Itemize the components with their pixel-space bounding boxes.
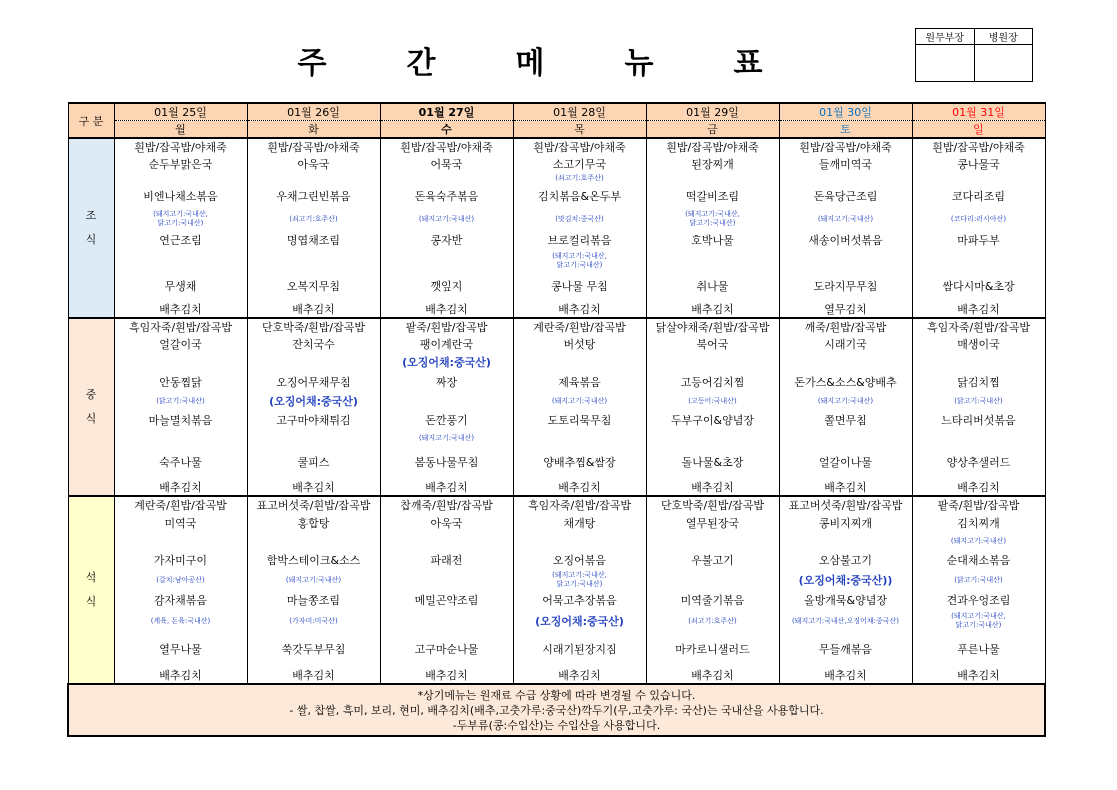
menu-cell: 배추김치 bbox=[912, 667, 1045, 684]
menu-cell: 명엽채조림 bbox=[247, 229, 380, 251]
menu-cell: 김치볶음&온두부 bbox=[513, 183, 646, 209]
menu-cell bbox=[380, 431, 513, 445]
menu-cell: 배추김치 bbox=[912, 479, 1045, 496]
menu-cell: 표고버섯죽/흰밥/잡곡밥 bbox=[779, 496, 912, 513]
origin-note: (가자미:미국산) bbox=[289, 616, 338, 625]
menu-cell bbox=[247, 251, 380, 271]
menu-cell bbox=[247, 571, 380, 589]
origin-note: (닭고기:국내산) bbox=[954, 396, 1003, 405]
menu-cell bbox=[380, 533, 513, 549]
menu-cell: 쫄면무침 bbox=[779, 409, 912, 431]
origin-note: (돼지고기:국내산) bbox=[817, 214, 874, 223]
menu-cell bbox=[513, 533, 646, 549]
menu-cell: 배추김치 bbox=[646, 479, 779, 496]
origin-note: (돼지고기:국내산, 닭고기:국내산) bbox=[552, 252, 607, 269]
menu-cell: 단호박죽/흰밥/잡곡밥 bbox=[646, 496, 779, 513]
menu-cell: 고등어김치찜 bbox=[646, 371, 779, 393]
footer-line: *상기메뉴는 원재료 수급 상황에 따라 변경될 수 있습니다. bbox=[417, 688, 696, 702]
menu-cell: 배추김치 bbox=[247, 301, 380, 318]
origin-note: (돼지고기:국내산, 닭고기:국내산) bbox=[685, 210, 740, 227]
menu-cell: 쑥갓두부무침 bbox=[247, 631, 380, 667]
menu-cell bbox=[380, 571, 513, 589]
menu-cell bbox=[779, 173, 912, 183]
menu-cell bbox=[646, 251, 779, 271]
origin-note: (돼지고기:국내산) bbox=[418, 214, 475, 223]
menu-cell: 표고버섯죽/흰밥/잡곡밥 bbox=[247, 496, 380, 513]
menu-cell: 떡갈비조림 bbox=[646, 183, 779, 209]
menu-cell bbox=[779, 611, 912, 631]
menu-cell: 쌈다시마&초장 bbox=[912, 271, 1045, 301]
page-title bbox=[0, 38, 1060, 82]
menu-cell: 배추김치 bbox=[114, 667, 247, 684]
origin-note: (돼지고기:국내산) bbox=[418, 433, 475, 442]
menu-cell: 열무나물 bbox=[114, 631, 247, 667]
menu-cell bbox=[779, 251, 912, 271]
date-header: 01월 27일 bbox=[380, 103, 513, 121]
menu-cell bbox=[247, 173, 380, 183]
menu-cell: 홍합탕 bbox=[247, 513, 380, 533]
origin-note: (쇠고기:호주산) bbox=[688, 616, 737, 625]
menu-cell: 배추김치 bbox=[513, 301, 646, 318]
menu-cell: 아욱국 bbox=[247, 155, 380, 173]
menu-cell: 마파두부 bbox=[912, 229, 1045, 251]
menu-cell bbox=[646, 173, 779, 183]
menu-cell: 순대채소볶음 bbox=[912, 549, 1045, 571]
origin-note: (계육, 돈육:국내산) bbox=[150, 616, 211, 625]
gubun-header: 구 분 bbox=[68, 103, 114, 138]
menu-cell: 얼갈이나물 bbox=[779, 445, 912, 479]
menu-cell: 고구마야채튀김 bbox=[247, 409, 380, 431]
menu-cell: 함박스테이크&소스 bbox=[247, 549, 380, 571]
menu-cell: 찹깨죽/흰밥/잡곡밥 bbox=[380, 496, 513, 513]
menu-cell: 취나물 bbox=[646, 271, 779, 301]
menu-cell: 우채그린빈볶음 bbox=[247, 183, 380, 209]
menu-cell: 고구마순나물 bbox=[380, 631, 513, 667]
menu-cell: 배추김치 bbox=[380, 301, 513, 318]
meal-label: 석 식 bbox=[68, 496, 114, 684]
origin-note: (닭고기:국내산) bbox=[954, 575, 1003, 584]
menu-cell: 흑임자죽/흰밥/잡곡밥 bbox=[114, 318, 247, 335]
weekday-header: 수 bbox=[380, 121, 513, 139]
menu-cell: 돌나물&초장 bbox=[646, 445, 779, 479]
approval-box bbox=[915, 28, 1033, 82]
menu-cell bbox=[912, 393, 1045, 409]
menu-cell: (오징어채:중국산)) bbox=[779, 571, 912, 589]
origin-note: (돼지고기:국내산, 닭고기:국내산) bbox=[951, 612, 1006, 629]
origin-note: (돼지고기:국내산) bbox=[950, 536, 1007, 545]
menu-cell bbox=[513, 393, 646, 409]
menu-cell: 어묵국 bbox=[380, 155, 513, 173]
menu-cell: 흰밥/잡곡밥/야채죽 bbox=[247, 138, 380, 155]
menu-cell: (오징어채:중국산) bbox=[380, 353, 513, 371]
menu-cell: 제육볶음 bbox=[513, 371, 646, 393]
menu-cell: 돈깐풍기 bbox=[380, 409, 513, 431]
menu-cell: 두부구이&양념장 bbox=[646, 409, 779, 431]
menu-cell: 버섯탕 bbox=[513, 335, 646, 353]
menu-cell bbox=[114, 209, 247, 229]
date-header: 01월 25일 bbox=[114, 103, 247, 121]
origin-note: (돼지고기:국내산,오징어채:중국산) bbox=[791, 616, 900, 625]
menu-cell bbox=[912, 571, 1045, 589]
title-char: 주 bbox=[297, 46, 327, 81]
menu-cell: 채개탕 bbox=[513, 513, 646, 533]
origin-note: (닭고기:국내산) bbox=[156, 396, 205, 405]
menu-cell bbox=[779, 353, 912, 371]
menu-cell: 배추김치 bbox=[114, 479, 247, 496]
date-header: 01월 30일 bbox=[779, 103, 912, 121]
menu-cell: 깨죽/흰밥/잡곡밥 bbox=[779, 318, 912, 335]
menu-cell: 순두부맑은국 bbox=[114, 155, 247, 173]
menu-cell bbox=[247, 533, 380, 549]
menu-cell: 푸른나물 bbox=[912, 631, 1045, 667]
origin-note: (맛김치:중국산) bbox=[555, 214, 604, 223]
menu-cell: 봄동나물무침 bbox=[380, 445, 513, 479]
menu-cell bbox=[513, 571, 646, 589]
origin-note: (쇠고기:호주산) bbox=[555, 173, 604, 182]
origin-note: (돼지고기:국내산) bbox=[285, 575, 342, 584]
menu-cell: 안동찜닭 bbox=[114, 371, 247, 393]
menu-cell: 잔치국수 bbox=[247, 335, 380, 353]
menu-cell bbox=[114, 533, 247, 549]
menu-cell: 호박나물 bbox=[646, 229, 779, 251]
menu-cell: 콩나물국 bbox=[912, 155, 1045, 173]
menu-cell: 들깨미역국 bbox=[779, 155, 912, 173]
menu-cell: 배추김치 bbox=[646, 667, 779, 684]
menu-cell bbox=[513, 173, 646, 183]
menu-cell: 닭김치찜 bbox=[912, 371, 1045, 393]
menu-cell: 콩비지찌개 bbox=[779, 513, 912, 533]
menu-cell: 무들깨볶음 bbox=[779, 631, 912, 667]
menu-cell: 연근조림 bbox=[114, 229, 247, 251]
menu-cell: 올방개묵&양념장 bbox=[779, 589, 912, 611]
menu-cell: 도라지무무침 bbox=[779, 271, 912, 301]
title-char: 뉴 bbox=[624, 46, 654, 81]
menu-cell bbox=[247, 611, 380, 631]
menu-cell: 배추김치 bbox=[779, 479, 912, 496]
menu-cell: 돈육숙주볶음 bbox=[380, 183, 513, 209]
menu-cell: 흑임자죽/흰밥/잡곡밥 bbox=[513, 496, 646, 513]
title-char: 메 bbox=[515, 46, 545, 81]
menu-cell: 견과우엉조림 bbox=[912, 589, 1045, 611]
meal-label: 중 식 bbox=[68, 318, 114, 496]
menu-cell: 배추김치 bbox=[380, 479, 513, 496]
menu-cell bbox=[114, 251, 247, 271]
origin-note: (고등어:국내산) bbox=[688, 396, 737, 405]
menu-cell: 무생채 bbox=[114, 271, 247, 301]
menu-cell: 배추김치 bbox=[779, 667, 912, 684]
menu-cell: 양배추찜&쌈장 bbox=[513, 445, 646, 479]
weekday-header: 토 bbox=[779, 121, 912, 139]
menu-cell: 코다리조림 bbox=[912, 183, 1045, 209]
menu-cell bbox=[247, 353, 380, 371]
menu-cell: 도토리묵무침 bbox=[513, 409, 646, 431]
menu-cell bbox=[380, 173, 513, 183]
menu-cell bbox=[646, 353, 779, 371]
menu-cell bbox=[513, 209, 646, 229]
menu-cell: 파래전 bbox=[380, 549, 513, 571]
approval-sign-president bbox=[974, 45, 1033, 82]
menu-cell: 팥죽/흰밥/잡곡밥 bbox=[912, 496, 1045, 513]
menu-cell: 짜장 bbox=[380, 371, 513, 393]
date-header: 01월 29일 bbox=[646, 103, 779, 121]
menu-cell: 숙주나물 bbox=[114, 445, 247, 479]
menu-cell: 양상추샐러드 bbox=[912, 445, 1045, 479]
menu-cell bbox=[513, 251, 646, 271]
origin-note: (돼지고기:국내산, 닭고기:국내산) bbox=[153, 210, 208, 227]
menu-cell: 느타리버섯볶음 bbox=[912, 409, 1045, 431]
menu-cell bbox=[646, 533, 779, 549]
menu-cell bbox=[114, 173, 247, 183]
menu-cell: 아욱국 bbox=[380, 513, 513, 533]
menu-cell: 계란죽/흰밥/잡곡밥 bbox=[114, 496, 247, 513]
approval-label-director: 원무부장 bbox=[916, 29, 975, 45]
menu-cell: 우불고기 bbox=[646, 549, 779, 571]
menu-cell: 흰밥/잡곡밥/야채죽 bbox=[513, 138, 646, 155]
origin-note: (갈치:남아공산) bbox=[156, 575, 205, 584]
menu-cell bbox=[912, 209, 1045, 229]
approval-sign-director bbox=[916, 45, 975, 82]
menu-cell: 마늘멸치볶음 bbox=[114, 409, 247, 431]
menu-cell: 돈가스&소스&양배추 bbox=[779, 371, 912, 393]
weekday-header: 화 bbox=[247, 121, 380, 139]
meal-label: 조 식 bbox=[68, 138, 114, 318]
menu-cell bbox=[513, 431, 646, 445]
menu-cell: 얼갈이국 bbox=[114, 335, 247, 353]
menu-cell: 비엔나채소볶음 bbox=[114, 183, 247, 209]
menu-cell bbox=[513, 353, 646, 371]
origin-note: (돼지고기:국내산) bbox=[551, 396, 608, 405]
menu-cell: 배추김치 bbox=[646, 301, 779, 318]
menu-cell: 흰밥/잡곡밥/야채죽 bbox=[380, 138, 513, 155]
menu-cell bbox=[114, 611, 247, 631]
menu-cell bbox=[912, 173, 1045, 183]
menu-cell bbox=[912, 611, 1045, 631]
footer-notes bbox=[68, 684, 1045, 736]
menu-cell bbox=[114, 393, 247, 409]
menu-cell: 소고기무국 bbox=[513, 155, 646, 173]
menu-cell bbox=[779, 393, 912, 409]
menu-cell bbox=[646, 209, 779, 229]
menu-cell: 북어국 bbox=[646, 335, 779, 353]
title-char: 간 bbox=[406, 46, 436, 81]
menu-cell: 흰밥/잡곡밥/야채죽 bbox=[646, 138, 779, 155]
menu-cell: 팥죽/흰밥/잡곡밥 bbox=[380, 318, 513, 335]
menu-cell: 닭살야채죽/흰밥/잡곡밥 bbox=[646, 318, 779, 335]
menu-cell: 콩나물 무침 bbox=[513, 271, 646, 301]
menu-cell: 흰밥/잡곡밥/야채죽 bbox=[779, 138, 912, 155]
menu-table bbox=[67, 102, 1046, 737]
menu-cell: 쿨피스 bbox=[247, 445, 380, 479]
menu-cell bbox=[646, 431, 779, 445]
menu-cell: 콩자반 bbox=[380, 229, 513, 251]
menu-cell: 브로컬리볶음 bbox=[513, 229, 646, 251]
menu-cell: 배추김치 bbox=[912, 301, 1045, 318]
menu-cell: 마카로니샐러드 bbox=[646, 631, 779, 667]
menu-cell bbox=[380, 209, 513, 229]
menu-cell bbox=[779, 431, 912, 445]
title-char: 표 bbox=[733, 46, 763, 81]
origin-note: (돼지고기:국내산, 닭고기:국내산) bbox=[552, 571, 607, 588]
menu-cell: 열무된장국 bbox=[646, 513, 779, 533]
menu-cell: 배추김치 bbox=[513, 667, 646, 684]
date-header: 01월 26일 bbox=[247, 103, 380, 121]
menu-cell bbox=[380, 393, 513, 409]
menu-cell: 오징어무채무침 bbox=[247, 371, 380, 393]
menu-cell: (오징어채:중국산) bbox=[513, 611, 646, 631]
origin-note: (코다리:러시아산) bbox=[950, 214, 1007, 223]
menu-cell: 김치찌개 bbox=[912, 513, 1045, 533]
menu-cell: 계란죽/흰밥/잡곡밥 bbox=[513, 318, 646, 335]
menu-cell: 메밀곤약조림 bbox=[380, 589, 513, 611]
menu-cell bbox=[779, 533, 912, 549]
menu-cell: 배추김치 bbox=[380, 667, 513, 684]
date-header: 01월 28일 bbox=[513, 103, 646, 121]
menu-cell bbox=[912, 533, 1045, 549]
menu-cell: 돈육당근조림 bbox=[779, 183, 912, 209]
menu-cell bbox=[912, 251, 1045, 271]
menu-cell: 미역줄기볶음 bbox=[646, 589, 779, 611]
menu-cell bbox=[114, 431, 247, 445]
menu-cell: 열무김치 bbox=[779, 301, 912, 318]
menu-cell bbox=[646, 571, 779, 589]
menu-cell bbox=[247, 209, 380, 229]
menu-cell: 가자미구이 bbox=[114, 549, 247, 571]
date-header: 01월 31일 bbox=[912, 103, 1045, 121]
menu-cell: 새송이버섯볶음 bbox=[779, 229, 912, 251]
menu-cell: 흑임자죽/흰밥/잡곡밥 bbox=[912, 318, 1045, 335]
menu-cell: 팽이계란국 bbox=[380, 335, 513, 353]
menu-cell bbox=[114, 571, 247, 589]
menu-cell: 단호박죽/흰밥/잡곡밥 bbox=[247, 318, 380, 335]
menu-cell bbox=[380, 251, 513, 271]
menu-cell: (오징어채:중국산) bbox=[247, 393, 380, 409]
menu-cell: 오삼불고기 bbox=[779, 549, 912, 571]
menu-cell: 배추김치 bbox=[247, 667, 380, 684]
menu-cell: 오징어볶음 bbox=[513, 549, 646, 571]
menu-cell: 배추김치 bbox=[513, 479, 646, 496]
menu-cell: 흰밥/잡곡밥/야채죽 bbox=[114, 138, 247, 155]
menu-cell bbox=[646, 611, 779, 631]
approval-label-president: 병원장 bbox=[974, 29, 1033, 45]
menu-cell: 미역국 bbox=[114, 513, 247, 533]
origin-note: (쇠고기:호주산) bbox=[289, 214, 338, 223]
menu-cell bbox=[912, 353, 1045, 371]
menu-cell bbox=[912, 431, 1045, 445]
weekday-header: 금 bbox=[646, 121, 779, 139]
menu-cell: 배추김치 bbox=[114, 301, 247, 318]
menu-cell: 시래기국 bbox=[779, 335, 912, 353]
menu-cell bbox=[779, 209, 912, 229]
footer-line: -두부류(콩:수입산)는 수입산을 사용합니다. bbox=[452, 718, 661, 732]
menu-cell: 오복지무침 bbox=[247, 271, 380, 301]
menu-cell: 어묵고추장볶음 bbox=[513, 589, 646, 611]
origin-note: (돼지고기:국내산) bbox=[817, 396, 874, 405]
menu-cell: 마늘쫑조림 bbox=[247, 589, 380, 611]
menu-cell bbox=[646, 393, 779, 409]
menu-cell bbox=[114, 353, 247, 371]
menu-cell: 흰밥/잡곡밥/야채죽 bbox=[912, 138, 1045, 155]
menu-cell bbox=[380, 611, 513, 631]
menu-cell: 매생이국 bbox=[912, 335, 1045, 353]
menu-cell bbox=[247, 431, 380, 445]
weekday-header: 월 bbox=[114, 121, 247, 139]
menu-cell: 감자채볶음 bbox=[114, 589, 247, 611]
menu-cell: 된장찌개 bbox=[646, 155, 779, 173]
footer-line: - 쌀, 찹쌀, 흑미, 보리, 현미, 배추김치(배추,고춧가루:중국산)깍두기(무,고춧가루: 국산)는 국내산을 사용합니다. bbox=[289, 703, 824, 717]
weekday-header: 목 bbox=[513, 121, 646, 139]
menu-cell: 시래기된장지짐 bbox=[513, 631, 646, 667]
menu-cell: 깻잎지 bbox=[380, 271, 513, 301]
menu-cell: 배추김치 bbox=[247, 479, 380, 496]
weekday-header: 일 bbox=[912, 121, 1045, 139]
